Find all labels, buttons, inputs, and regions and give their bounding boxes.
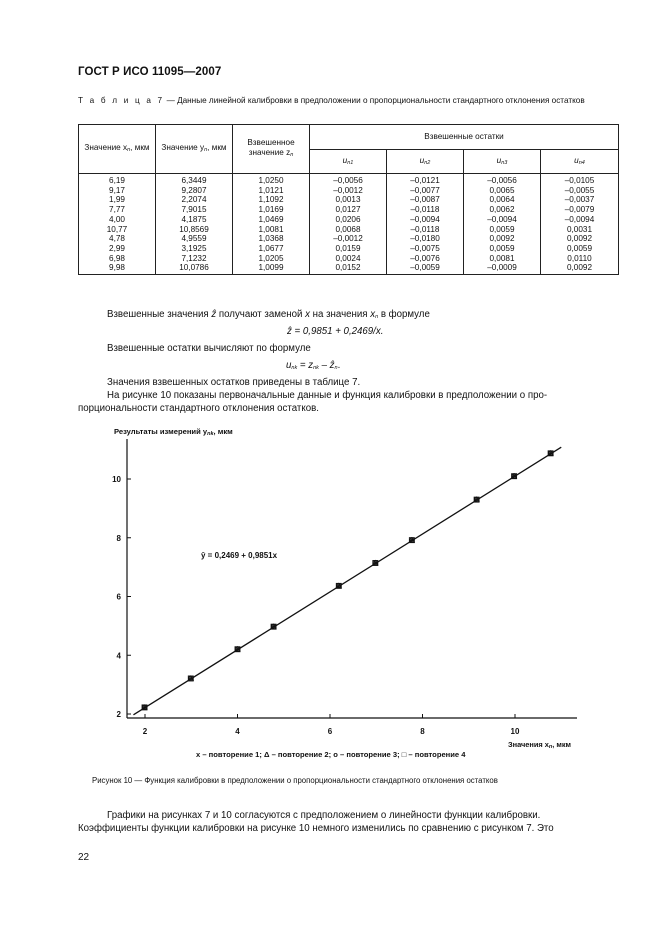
table-cell: 0,0059 [541,244,619,254]
table-cell: 1,0677 [233,244,310,254]
table-cell: 2,2074 [156,195,233,205]
x-tick-label: 4 [235,727,240,736]
table-cell: 0,0081 [464,254,541,264]
table-cell: 0,0013 [310,195,387,205]
table-cell: 1,0368 [233,234,310,244]
col-header-x: Значение xn, мкм [79,125,156,174]
table-cell: 4,1875 [156,215,233,225]
table-cell: 6,3449 [156,174,233,186]
table-cell: –0,0105 [541,174,619,186]
col-header-z: Взвешенное значение zn [233,125,310,174]
y-tick-label: 4 [116,651,121,661]
table-cell: 1,0081 [233,225,310,235]
data-point-cluster [373,561,378,566]
y-tick-label: 8 [116,533,121,543]
data-point-cluster [271,624,276,629]
table-caption-text: — Данные линейной калибровки в предположении о пропорциональности стандартного отклонения остатков [164,96,585,105]
table-cell: 0,0092 [541,263,619,274]
table-cell: –0,0059 [387,263,464,274]
table-cell: –0,0037 [541,195,619,205]
table-cell: –0,0076 [387,254,464,264]
data-point-cluster [474,497,479,502]
table-cell: –0,0056 [464,174,541,186]
formula-1: ẑ = 0,9851 + 0,2469/x. [287,326,384,337]
x-tick-label: 6 [327,727,333,736]
table-cell: –0,0009 [464,263,541,274]
paragraph-conclusion: Графики на рисунках 7 и 10 согласуются с предположением о линейности функции калибровки. [107,810,541,821]
table-cell: 0,0127 [310,205,387,215]
col-header-u1: un1 [310,150,387,174]
table-cell: 0,0159 [310,244,387,254]
table-cell: –0,0180 [387,234,464,244]
page-number: 22 [78,852,90,863]
table-cell: 10,0786 [156,263,233,274]
table-cell: –0,0055 [541,186,619,196]
document-header: ГОСТ Р ИСО 11095—2007 [78,66,222,78]
table-cell: 9,98 [79,263,156,274]
data-point-cluster [235,647,240,652]
table-cell: 1,1092 [233,195,310,205]
table-cell: 1,0250 [233,174,310,186]
col-header-u3: un3 [464,150,541,174]
table-cell: –0,0075 [387,244,464,254]
table-cell: 0,0092 [541,234,619,244]
data-point-cluster [188,676,193,681]
table-cell: 6,19 [79,174,156,186]
table-cell: 1,99 [79,195,156,205]
figure-caption: Рисунок 10 — Функция калибровки в предположении о пропорциональности стандартного отклонения остатков [92,776,498,785]
table-cell: –0,0118 [387,205,464,215]
table-cell: 9,17 [79,186,156,196]
col-header-residuals: Взвешенные остатки [310,125,619,150]
data-point-cluster [409,538,414,543]
table-cell: –0,0012 [310,186,387,196]
table-cell: 9,2807 [156,186,233,196]
table-cell: –0,0118 [387,225,464,235]
table-cell: 4,9559 [156,234,233,244]
chart-legend: x – повторение 1; Δ – повторение 2; о – повторение 3; □ – повторение 4 [196,750,466,759]
table-cell: 1,0121 [233,186,310,196]
table-cell: 0,0062 [464,205,541,215]
table-cell: 4,78 [79,234,156,244]
table-cell: –0,0121 [387,174,464,186]
table-cell: –0,0012 [310,234,387,244]
table-cell: 6,98 [79,254,156,264]
table-cell: 10,77 [79,225,156,235]
y-tick-label: 2 [116,710,121,719]
table-cell: 3,1925 [156,244,233,254]
table-cell: 0,0059 [464,225,541,235]
x-tick-label: 2 [142,727,148,736]
table-cell: 7,9015 [156,205,233,215]
data-point-cluster [336,583,341,588]
col-header-y: Значение yn, мкм [156,125,233,174]
table-cell: 1,0169 [233,205,310,215]
table-cell: 2,99 [79,244,156,254]
x-axis-label: Значения xn, мкм [508,740,572,750]
table-cell: 0,0059 [464,244,541,254]
table-cell: 0,0065 [464,186,541,196]
data-point-cluster [512,474,517,479]
table-cell: 0,0152 [310,263,387,274]
data-point-cluster [142,705,147,710]
table-cell: 1,0205 [233,254,310,264]
table-cell: 4,00 [79,215,156,225]
data-point-cluster [548,451,553,456]
x-tick-label: 10 [510,727,520,736]
table-cell: 0,0206 [310,215,387,225]
table-cell: 7,77 [79,205,156,215]
formula-2: unk = znk – ẑn. [286,360,341,371]
table-cell: 0,0110 [541,254,619,264]
x-tick-label: 8 [420,727,425,736]
y-tick-label: 6 [116,592,121,602]
table-cell: –0,0079 [541,205,619,215]
paragraph-table-ref: Значения взвешенных остатков приведены в таблице 7. [107,377,361,388]
paragraph-figure-ref: На рисунке 10 показаны первоначальные данные и функция калибровки в предположении о про- [107,390,548,401]
table-cell: 1,0469 [233,215,310,225]
col-header-u4: un4 [541,150,619,174]
y-axis-label: Результаты измерений ynk, мкм [114,427,233,437]
table-cell: 7,1232 [156,254,233,264]
paragraph-conclusion-cont: Коэффициенты функции калибровки на рисунке 10 немного изменились по сравнению с рисунком 7. Это [78,823,554,834]
table-cell: –0,0087 [387,195,464,205]
fit-equation: ŷ = 0,2469 + 0,9851x [201,551,278,560]
table-cell: 0,0068 [310,225,387,235]
table-cell: 0,0092 [464,234,541,244]
paragraph-figure-ref-cont: порциональности стандартного отклонения остатков. [78,403,319,414]
table-cell: –0,0094 [541,215,619,225]
table-cell: –0,0077 [387,186,464,196]
paragraph-weighted-values: Взвешенные значения ẑ получают заменой x на значения xn в формуле [107,309,430,320]
col-header-u2: un2 [387,150,464,174]
table-cell: –0,0056 [310,174,387,186]
calibration-fit-line [133,447,561,715]
table-cell: 1,0099 [233,263,310,274]
table-caption-label: Т а б л и ц а 7 [78,96,165,105]
table-cell: 0,0064 [464,195,541,205]
table-cell: 10,8569 [156,225,233,235]
y-tick-label: 10 [112,475,121,484]
table-cell: –0,0094 [464,215,541,225]
table-cell: 0,0031 [541,225,619,235]
table-cell: –0,0094 [387,215,464,225]
table-cell: 0,0024 [310,254,387,264]
paragraph-residuals: Взвешенные остатки вычисляют по формуле [107,343,311,354]
